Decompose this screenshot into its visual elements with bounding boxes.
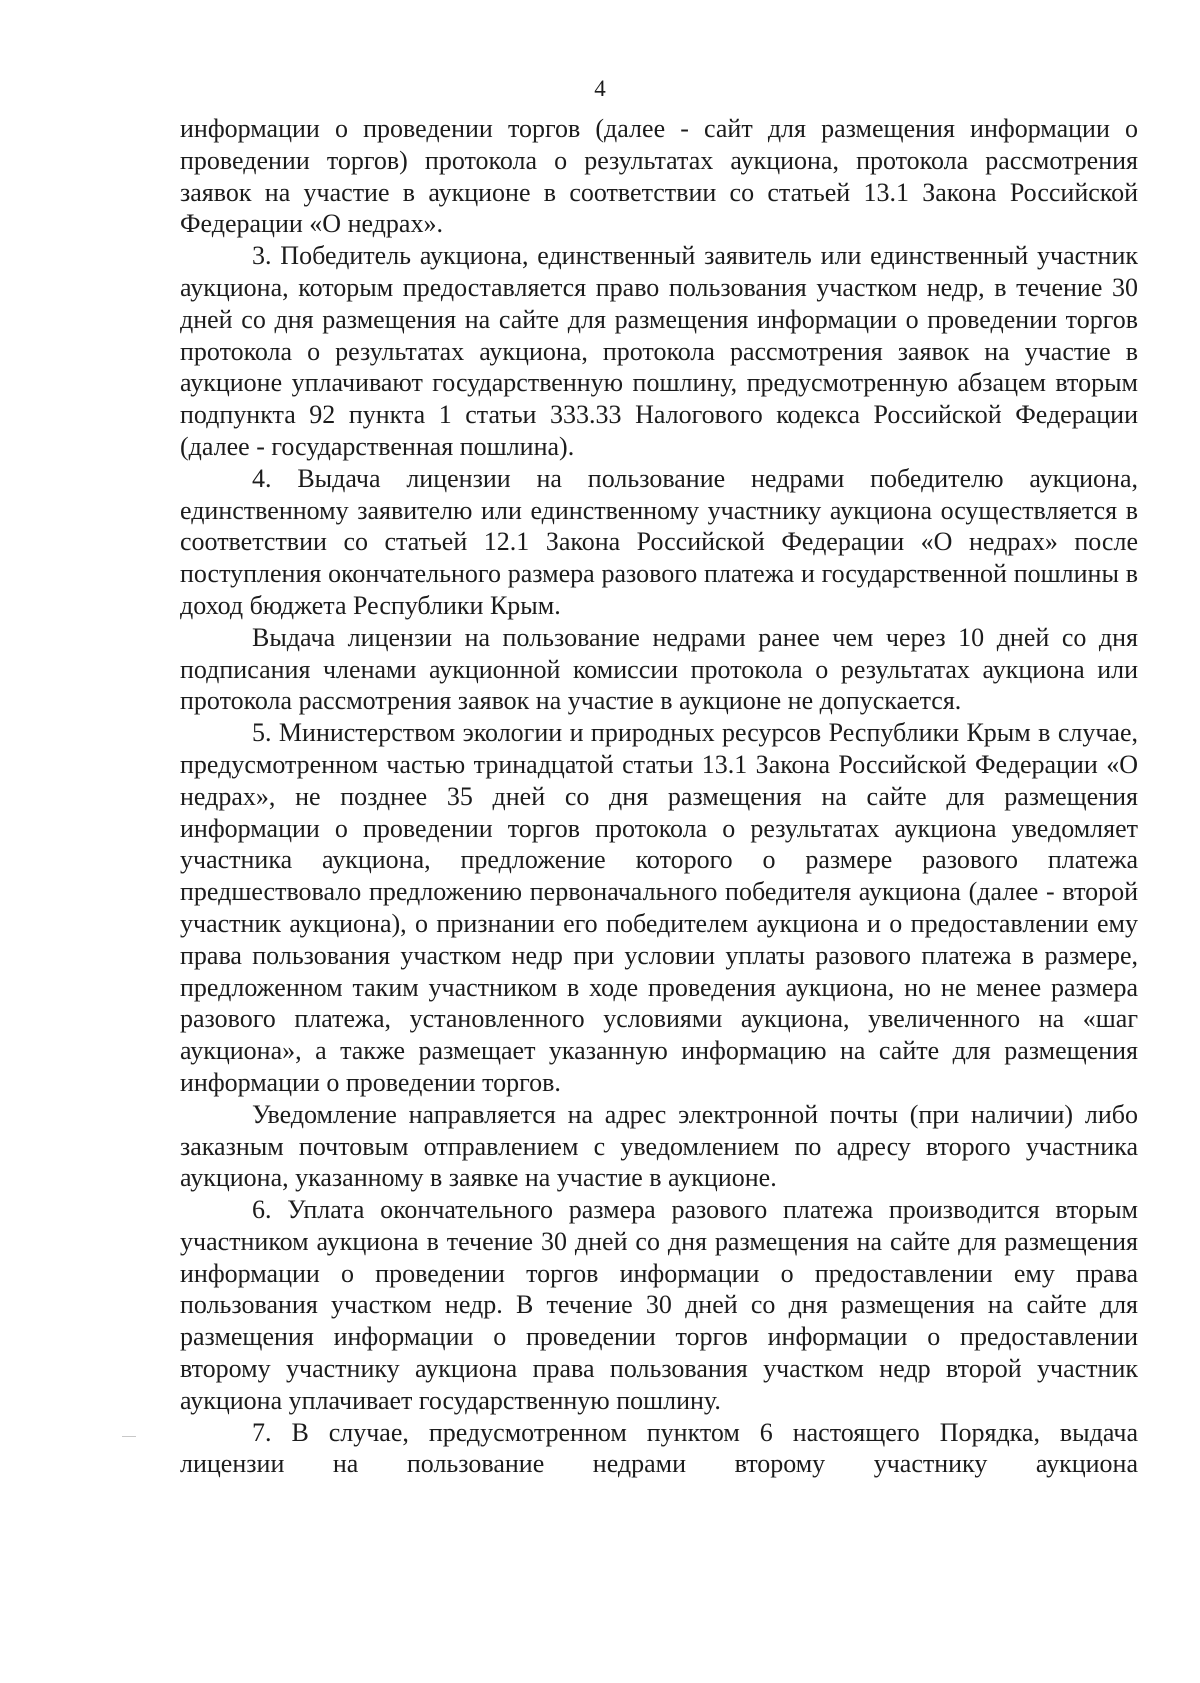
paragraph-license-restriction: Выдача лицензии на пользование недрами ранее чем через 10 дней со дня подписания членами аукционной комиссии протокола о результатах аукциона или протокола рассмотрения заявок на участие в аукционе не допускается. [180,622,1138,716]
paragraph-item-4: 4. Выдача лицензии на пользование недрами победителю аукциона, единственному заявителю или единственному участнику аукциона осуществляется в соответствии со статьей 12.1 Закона Российской Федерации «О недрах» после поступления окончательного размера разового платежа и государственной пошлины в доход бюджета Республики Крым. [180,463,1138,620]
paragraph-item-5: 5. Министерством экологии и природных ресурсов Республики Крым в случае, предусмотренном частью тринадцатой статьи 13.1 Закона Российской Федерации «О недрах», не позднее 35 дней со дня размещения на сайте для размещения информации о проведении торгов протокола о результатах аукциона уведомляет участника аукциона, предложение которого о размере разового платежа предшествовало предложению первоначального победителя аукциона (далее - второй участник аукциона), о признании его победителем аукциона и о предоставлении ему права пользования участком недр при условии уплаты разового платежа в размере, предложенном таким участником в ходе проведения аукциона, но не менее размера разового платежа, установленного условиями аукциона, увеличенного на «шаг аукциона», а также размещает указанную информацию на сайте для размещения информации о проведении торгов. [180,718,1138,1097]
paragraph-item-6: 6. Уплата окончательного размера разового платежа производится вторым участником аукциона в течение 30 дней со дня размещения на сайте для размещения информации о проведении торгов информации о предоставлении ему права пользования участком недр. В течение 30 дней со дня размещения на сайте для размещения информации о проведении торгов информации о предоставлении второму участнику аукциона права пользования участком недр второй участник аукциона уплачивает государственную пошлину. [180,1195,1138,1415]
scan-mark [122,1436,136,1437]
paragraph-item-3: 3. Победитель аукциона, единственный заявитель или единственный участник аукциона, которым предоставляется право пользования участком недр, в течение 30 дней со дня размещения на сайте для размещения информации о проведении торгов протокола о результатах аукциона, протокола рассмотрения заявок на участие в аукционе уплачивают государственную пошлину, предусмотренную абзацем вторым подпункта 92 пункта 1 статьи 333.33 Налогового кодекса Российской Федерации (далее - государственная пошлина). [180,241,1138,461]
paragraph-notification: Уведомление направляется на адрес электронной почты (при наличии) либо заказным почтовым отправлением с уведомлением по адресу второго участника аукциона, указанному в заявке на участие в аукционе. [180,1099,1138,1193]
document-body [180,113,1138,1480]
page-number: 4 [594,76,606,101]
paragraph-continuation: информации о проведении торгов (далее - сайт для размещения информации о проведении торгов) протокола о результатах аукциона, протокола рассмотрения заявок на участие в аукционе в соответствии со статьей 13.1 Закона Российской Федерации «О недрах». [180,114,1138,239]
paragraph-item-7: 7. В случае, предусмотренном пунктом 6 настоящего Порядка, выдача лицензии на пользование недрами второму участнику аукциона [180,1417,1138,1479]
